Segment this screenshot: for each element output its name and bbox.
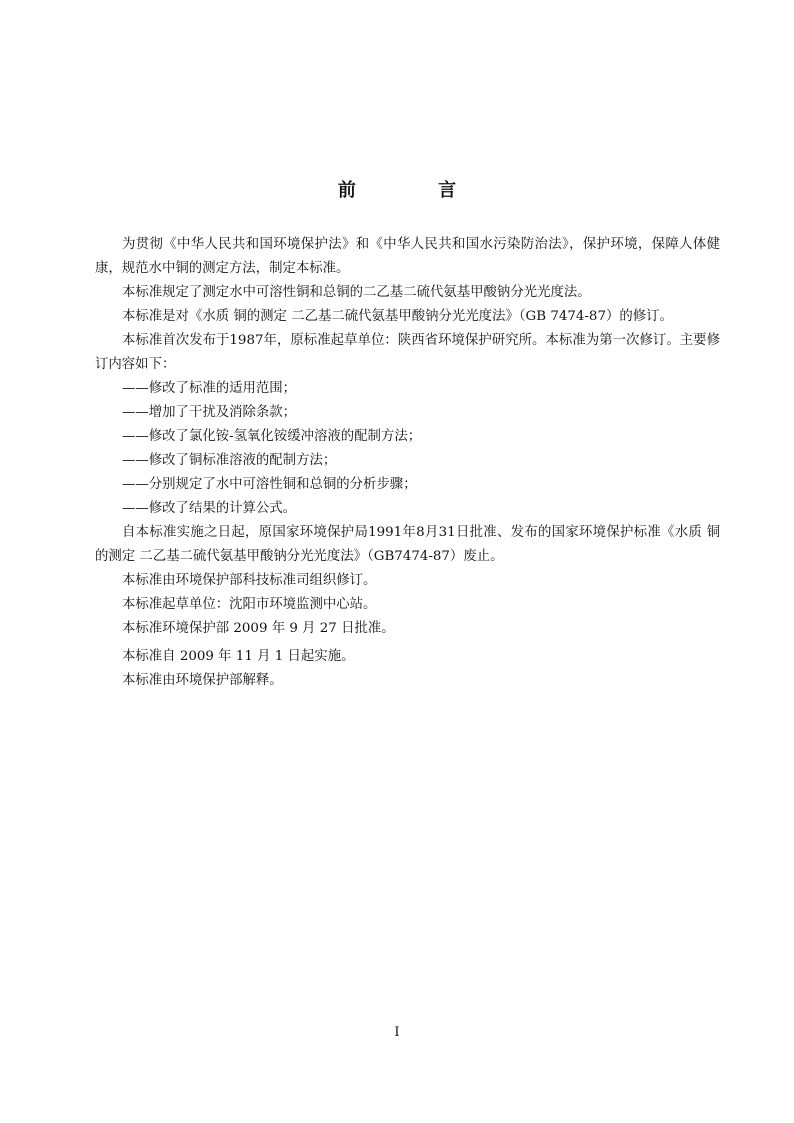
- revision-item: ——修改了标准的适用范围；: [122, 381, 297, 396]
- paragraph-organizer: 本标准由环境保护部科技标准司组织修订。: [122, 573, 377, 588]
- paragraph-implementation: 本标准自 2009 年 11 月 1 日起实施。: [122, 649, 355, 664]
- document-body: [95, 233, 720, 693]
- paragraph-scope: 本标准规定了测定水中可溶性铜和总铜的二乙基二硫代氨基甲酸钠分光光度法。: [122, 285, 591, 300]
- paragraph-drafting-unit: 本标准起草单位：沈阳市环境监测中心站。: [122, 597, 377, 612]
- revision-item: ——分别规定了水中可溶性铜和总铜的分析步骤；: [122, 477, 417, 492]
- revision-item: ——增加了干扰及消除条款；: [122, 405, 297, 420]
- paragraph-history: 本标准首次发布于1987年，原标准起草单位：陕西省环境保护研究所。本标准为第一次修订。主要修订内容如下：: [95, 333, 720, 372]
- revision-item: ——修改了氯化铵-氢氧化铵缓冲溶液的配制方法；: [122, 429, 422, 444]
- paragraph-approval: 本标准环境保护部 2009 年 9 月 27 日批准。: [122, 621, 395, 636]
- paragraph-revision-of: 本标准是对《水质 铜的测定 二乙基二硫代氨基甲酸钠分光光度法》（GB 7474-87）的修订。: [122, 309, 673, 324]
- revision-item: ——修改了铜标准溶液的配制方法；: [122, 453, 337, 468]
- paragraph-interpretation: 本标准由环境保护部解释。: [122, 673, 283, 688]
- revision-item: ——修改了结果的计算公式。: [122, 501, 297, 516]
- paragraph-purpose: 为贯彻《中华人民共和国环境保护法》和《中华人民共和国水污染防治法》，保护环境，保障人体健康，规范水中铜的测定方法，制定本标准。: [95, 237, 720, 276]
- page-number: I: [394, 1025, 400, 1040]
- paragraph-repeal: 自本标准实施之日起，原国家环境保护局1991年8月31日批准、发布的国家环境保护标准《水质 铜的测定 二乙基二硫代氨基甲酸钠分光光度法》（GB7474-87）废止。: [95, 525, 720, 564]
- page-title: 前 言: [337, 180, 495, 201]
